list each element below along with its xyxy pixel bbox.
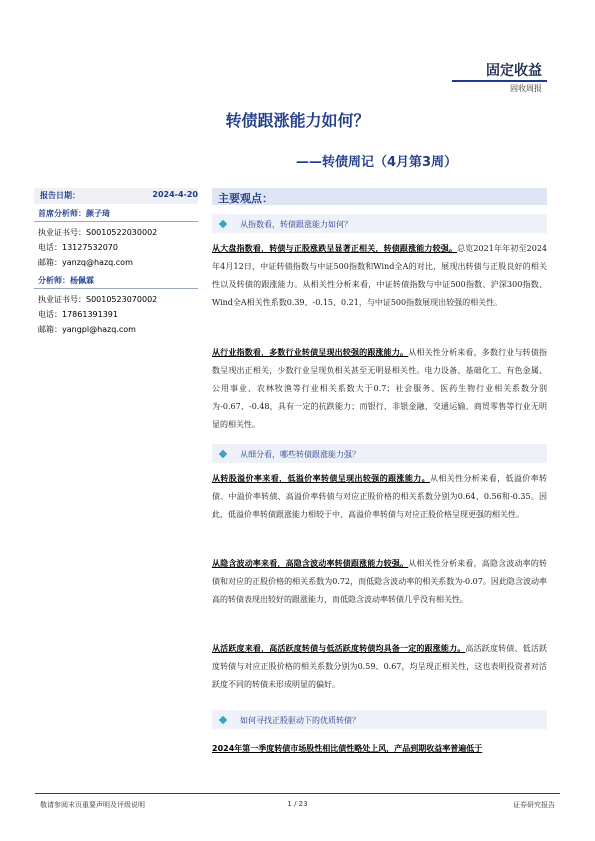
page-subtitle: ——转债周记（4月第3周）: [296, 155, 458, 170]
analyst-role: 分析师：杨佩霖: [38, 276, 94, 285]
footer-rule: [35, 793, 560, 794]
report-date-label: 报告日期：: [40, 191, 80, 200]
paragraph-body: 总览2021年年初至2024年4月12日，中证转债指数与中证500指数和Wind全A的对比，展现出转债与正股良好的相关性以及转债的跟涨能力。从相关性分析来看，中证转债指数与中证500指数、沪深300指数、Wind全A相关性系数0.39、-0.15、0.21，与中证500指数展现出较强的相关性。: [212, 244, 548, 307]
paragraph: [212, 344, 547, 434]
analyst-email[interactable]: 邮箱：yangpl@hazq.com: [38, 325, 136, 334]
paragraph-lead: 从行业指数看，多数行业转债呈现出较强的跟涨能力。: [212, 348, 409, 357]
footer-doc-type: 证券研究报告: [513, 801, 555, 809]
paragraph-body: 从相关性分析来看，低溢价率转债、中溢价率转债、高溢价率转债与对应正股价格的相关系数分别为0.64、0.56和-0.35。因此，低溢价率转债跟涨能力相较于中、高溢价率转债与对应正股价格呈现更强的相关性。: [212, 474, 547, 519]
paragraph: [212, 555, 547, 609]
paragraph: [212, 470, 547, 524]
analyst-license: 执业证书号：S0010523070002: [38, 295, 158, 304]
header-rule: [452, 80, 547, 82]
paragraph: [212, 640, 547, 694]
report-subcategory: 固收周报: [510, 84, 542, 93]
analyst-license: 执业证书号：S0010522030002: [38, 228, 158, 237]
analyst-phone: 电话：13127532070: [38, 243, 118, 252]
footer-disclaimer: 敬请参阅末页重要声明及评级说明: [40, 801, 145, 809]
bullet-heading: 如何寻找正股驱动下的优质转债？: [240, 716, 360, 725]
analyst-phone: 电话：17861391391: [38, 310, 118, 319]
analyst-email[interactable]: 邮箱：yanzq@hazq.com: [38, 258, 133, 267]
paragraph-body: 从相关性分析来看，多数行业与转债指数呈现出正相关，少数行业呈现负相关甚至无明显相关性。电力设备、基础化工、有色金属、公用事业、农林牧渔等行业相关系数大于0.7；社会服务、医药生物行业相关系数分别为-0.67、-0.48，具有一定的抗跌能力；而银行、非银金融、交通运输、商贸零售等行业无明显的相关性。: [212, 348, 548, 429]
paragraph-lead: 从隐含波动率来看，高隐含波动率转债跟涨能力较强。: [212, 559, 409, 568]
bullet-heading: 从细分看，哪些转债跟涨能力强？: [240, 450, 360, 459]
paragraph-lead: 从转股溢价率来看，低溢价率转债呈现出较强的跟涨能力。: [212, 474, 430, 483]
page-number: 1 / 23: [287, 800, 308, 808]
bullet-heading: 从指数看，转债跟涨能力如何？: [240, 220, 352, 229]
paragraph-body: 从相关性分析来看，高隐含波动率的转债和对应的正股价格的相关系数为0.72，而低隐含波动率的相关系数为-0.07。因此隐含波动率高的转债表现出较好的跟涨能力，而低隐含波动率转债几乎没有相关性。: [212, 559, 548, 604]
analyst-role: 首席分析师：颜子琦: [38, 209, 110, 218]
section-header-label: 主要观点：: [218, 192, 273, 205]
paragraph-lead: 2024年第一季度转债市场股性相比债性略处上风，产品到期收益率普遍低于: [212, 744, 483, 753]
paragraph: [212, 740, 547, 758]
report-date-value: 2024-4-20: [152, 190, 198, 199]
divider: [34, 221, 198, 222]
paragraph-lead: 从活跃度来看，高活跃度转债与低活跃度转债均具备一定的跟涨能力。: [212, 644, 466, 653]
report-category: 固定收益: [486, 63, 542, 79]
paragraph-lead: 从大盘指数看，转债与正股涨跌呈显著正相关，转债跟涨能力较强。: [212, 244, 458, 253]
divider: [34, 288, 198, 289]
paragraph: [212, 240, 547, 312]
paragraph-body: 高活跃度转债、低活跃度转债与对应正股价格的相关系数分别为0.59、0.67，均呈现正相关性，这也表明投资者对活跃度不同的转债未形成明显的偏好。: [212, 644, 547, 689]
page-title: 转债跟涨能力如何？: [225, 111, 370, 130]
